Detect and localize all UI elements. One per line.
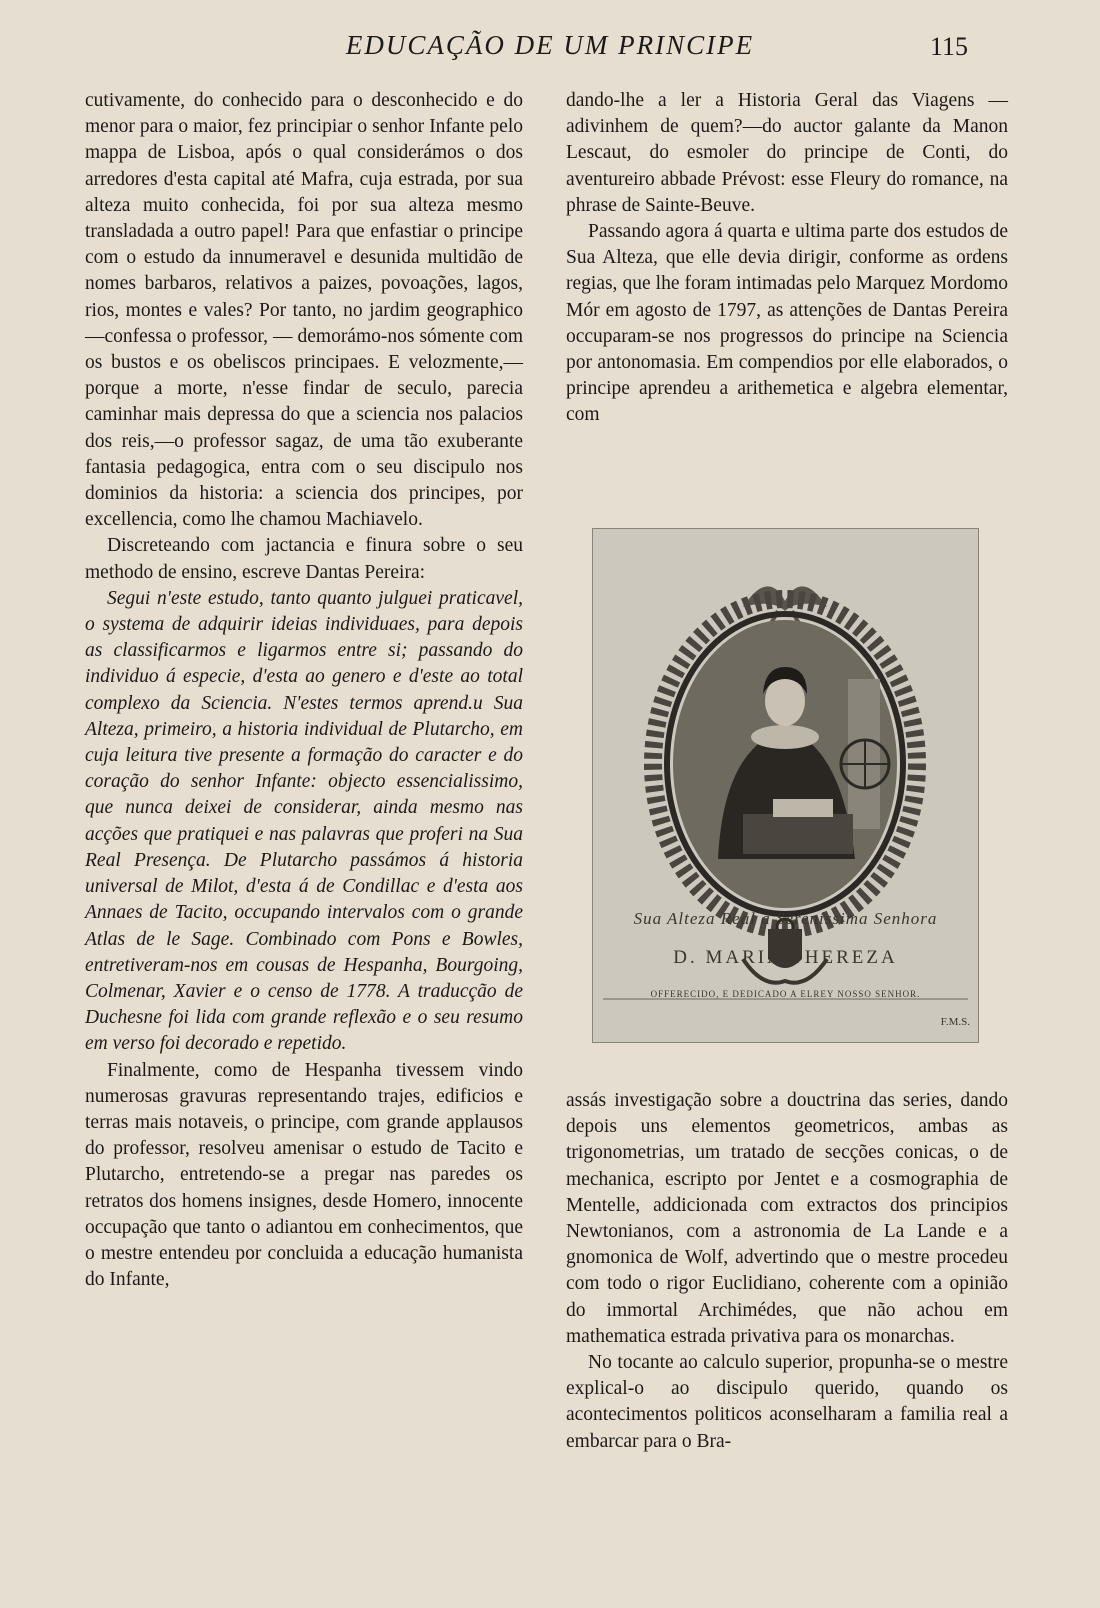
engraver-mark: F.M.S. <box>940 1016 970 1028</box>
paragraph: Finalmente, como de Hespanha tivessem vindo numerosas gravuras representando trajes, edificios e terras mais notaveis, o principe, com grande applausos do professor, resolveu amenisar o estudo de Tacito e Plutarcho, entretendo-se a pregar nas paredes os retratos dos homens insignes, desde Homero, innocente occupação que tanto o adiantou em conhecimentos, que o mestre entendeu por concluida a educação humanista do Infante, <box>85 1059 523 1291</box>
paragraph: Passando agora á quarta e ultima parte dos estudos de Sua Alteza, que elle devia dirigir, conforme as ordens regias, que lhe foram intimadas pelo Marquez Mordomo Mór em agosto de 1797, as attenções de Dantas Pereira occuparam-se nos progressos do principe na Sciencia por antonomasia. Em compendios por elle elaborados, o principe aprendeu a arithemetica e algebra elementar, com <box>566 221 1008 426</box>
paragraph: dando-lhe a ler a Historia Geral das Viagens —adivinhem de quem?—do auctor galante da Manon Lescaut, do esmoler do principe de Conti, do aventureiro abbade Prévost: esse Fleury do romance, na phrase de Sainte-Beuve. <box>566 90 1008 216</box>
paragraph: No tocante ao calculo superior, propunha-se o mestre explical-o ao discipulo querido, quando os acontecimentos politicos aconselharam a familia real a embarcar para o Bra- <box>566 1352 1008 1452</box>
plate-dedication: Sua Alteza Real a Sereníssima Senhora <box>633 909 938 928</box>
paragraph: assás investigação sobre a douctrina das series, dando depois uns elementos geometricos, ambas as trigonometrias, um tratado de secções conicas, o de mechanica, escripto por Jentet e a cosmographia de Mentelle, addicionada com extractos dos principios Newtonianos, com a astronomia de La Lande e a gnomonica de Wolf, advertindo que o mestre procedeu com todo o rigor Euclidiano, coherente com a opinião do immortal Archimédes, que não achou em mathematica estrada privativa para os monarchas. <box>566 1090 1008 1347</box>
block-quote: Segui n'este estudo, tanto quanto julguei praticavel, o systema de adquirir ideias individuaes, para depois as classificarmos e ligarmos entre si; passando do individuo á especie, d'esta ao genero e d'este ao total complexo da Sciencia. N'estes termos aprend.u Sua Alteza, primeiro, a historia individual de Plutarcho, em cuja leitura tive presente a formação do caracter e do coração do senhor Infante: objecto essencialissimo, que nunca deixei de considerar, ainda mesmo nas acções que pratiquei e nas palavras que proferi na Sua Real Presença. De Plutarcho passámos á historia universal de Milot, d'esta á de Condillac e d'esta aos Annaes de Tacito, occupando intervalos com o grande Atlas de le Sage. Combinado com Pons e Bowles, entretiveram-nos em cousas de Hespanha, Bourgoing, Colmenar, Xavier e o censo de 1778. A traducção de Duchesne foi lida com grande reflexão e o seu resumo em verso foi decorado e repetido. <box>85 587 523 1055</box>
paragraph: cutivamente, do conhecido para o desconhecido e do menor para o maior, fez principiar o senhor Infante pelo mappa de Lisboa, após o qual considerámos o dos arredores d'esta capital até Mafra, cuja estrada, por sua alteza muito conhecida, foi por sua alteza mesmo transladada a outro papel! Para que enfastiar o principe com o estudo da innumeravel e desunida multidão de nomes barbaros, relativos a paizes, povoações, lagos, rios, montes e vales? Por tanto, no jardim geographico—confessa o professor, — demorámo-nos sómente com os bustos e os obeliscos principaes. E velozmente,—porque a morte, n'esse findar de seculo, parecia caminhar mais depressa do que a sciencia nos palacios dos reis,—o professor sagaz, de uma tão exuberante fantasia pedagogica, entra com o seu discipulo nos dominios da historia: a sciencia dos principes, por excellencia, como lhe chamou Machiavelo. <box>85 90 523 531</box>
running-title: EDUCAÇÃO DE UM PRINCIPE <box>345 30 755 60</box>
plate-sitter-name: D. MARIA THEREZA <box>673 947 898 968</box>
paragraph: Discreteando com jactancia e finura sobre o seu methodo de ensino, escreve Dantas Pereira: <box>85 535 523 583</box>
right-column-top <box>566 88 1008 429</box>
page-number: 115 <box>930 32 969 61</box>
plate-offering: OFFERECIDO, E DEDICADO A ELREY NOSSO SENHOR. <box>650 989 921 999</box>
left-column <box>85 88 523 1293</box>
portrait-plate <box>592 528 979 1043</box>
right-column-bottom <box>566 1088 1008 1455</box>
